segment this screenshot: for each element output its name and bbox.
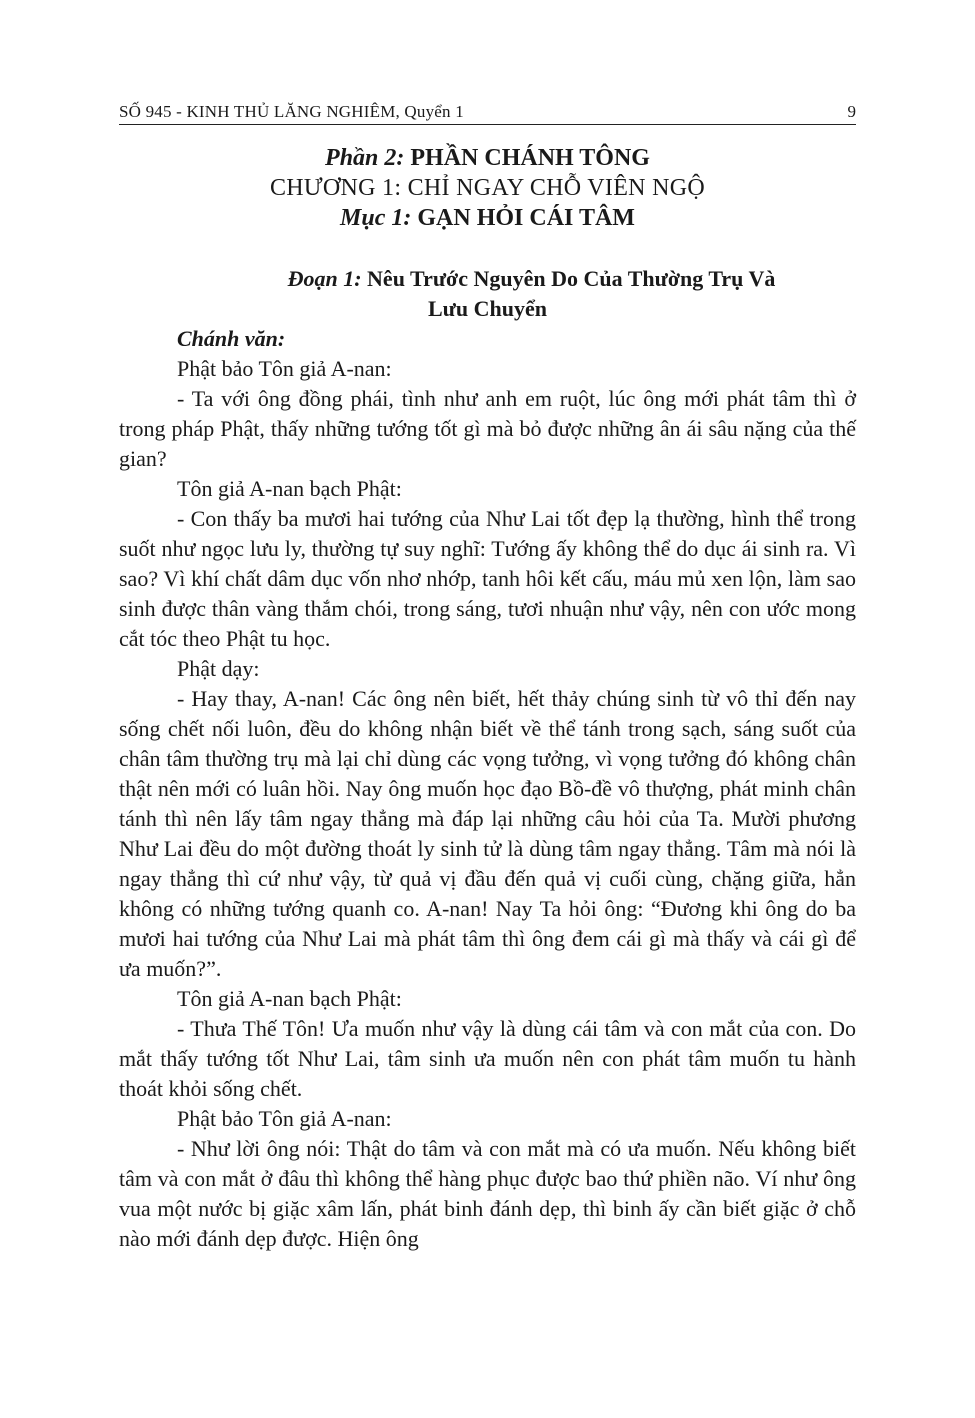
subsection-title-2: Lưu Chuyển: [428, 296, 547, 321]
section-title: GẠN HỎI CÁI TÂM: [417, 205, 635, 231]
heading-block: [119, 143, 856, 233]
running-header-title: SỐ 945 - KINH THỦ LĂNG NGHIÊM, Quyển 1: [119, 102, 464, 121]
subsection-line-1: [119, 264, 856, 294]
speaker-line: Phật bảo Tôn giả A-nan:: [177, 1106, 392, 1131]
subsection-label: Đoạn 1:: [287, 266, 362, 291]
chapter-heading: CHƯƠNG 1: CHỈ NGAY CHỖ VIÊN NGỘ: [269, 175, 706, 201]
paragraph: - Ta với ông đồng phái, tình như anh em ruột, lúc ông mới phát tâm thì ở trong pháp Phật, thấy những tướng tốt gì mà bỏ được những ân ái sâu nặng của thế gian?: [119, 386, 856, 471]
speaker-line: Tôn giả A-nan bạch Phật:: [177, 986, 402, 1011]
section-label: Mục 1:: [340, 205, 412, 231]
subsection-title-1: Nêu Trước Nguyên Do Của Thường Trụ Và: [367, 266, 776, 291]
part-heading: [119, 143, 856, 173]
speaker-line: Phật bảo Tôn giả A-nan:: [177, 356, 392, 381]
page-number: 9: [847, 102, 856, 121]
part-label: Phần 2:: [325, 145, 405, 171]
part-title: PHẦN CHÁNH TÔNG: [410, 145, 650, 171]
paragraph: - Như lời ông nói: Thật do tâm và con mắt mà có ưa muốn. Nếu không biết tâm và con mắt ở đâu thì không thể hàng phục được bao thứ phiền não. Ví như ông vua một nước bị giặc xâm lấn, phát binh đánh dẹp, thì binh ấy cần biết giặc ở chỗ nào mới đánh dẹp được. Hiện ông: [119, 1136, 856, 1251]
running-header: [119, 100, 856, 125]
body-text: [119, 324, 856, 1254]
paragraph: - Thưa Thế Tôn! Ưa muốn như vậy là dùng cái tâm và con mắt của con. Do mắt thấy tướng tốt Như Lai, tâm sinh ưa muốn nên con phát tâm muốn tu hành thoát khỏi sống chết.: [119, 1016, 856, 1101]
speaker-line: Phật dạy:: [177, 656, 260, 681]
text-label: Chánh văn:: [177, 326, 286, 351]
paragraph: - Con thấy ba mươi hai tướng của Như Lai tốt đẹp lạ thường, hình thể trong suốt như ngọc lưu ly, thường tự suy nghĩ: Tướng ấy không thể do dục ái sinh ra. Vì sao? Vì khí chất dâm dục vốn nhơ nhớp, tanh hôi kết cấu, máu mủ xen lộn, làm sao sinh được thân vàng thắm chói, trong sáng, tươi nhuận như vậy, nên con ước mong cắt tóc theo Phật tu học.: [119, 506, 856, 651]
subsection-heading: [119, 264, 856, 324]
section-heading: [119, 203, 856, 233]
speaker-line: Tôn giả A-nan bạch Phật:: [177, 476, 402, 501]
paragraph: - Hay thay, A-nan! Các ông nên biết, hết thảy chúng sinh từ vô thỉ đến nay sống chết nối luôn, đều do không nhận biết về thể tánh trong sạch, sáng suốt của chân tâm thường trụ mà lại chỉ dùng các vọng tưởng, vì vọng tưởng đó không chân thật nên mới có luân hồi. Nay ông muốn học đạo Bồ-đề vô thượng, phát minh chân tánh thì nên lấy tâm ngay thẳng mà đáp lại những câu hỏi của Ta. Mười phương Như Lai đều do một đường thoát ly sinh tử là dùng tâm ngay thẳng. Tâm mà nói là ngay thẳng thì cứ như vậy, từ quả vị đầu đến quả vị cuối cùng, chặng giữa, hẳn không có những tướng quanh co. A-nan! Nay Ta hỏi ông: “Đương khi ông do ba mươi hai tướng của Như Lai mà phát tâm thì ông đem cái gì mà thấy và cái gì để ưa muốn?”.: [119, 686, 856, 981]
